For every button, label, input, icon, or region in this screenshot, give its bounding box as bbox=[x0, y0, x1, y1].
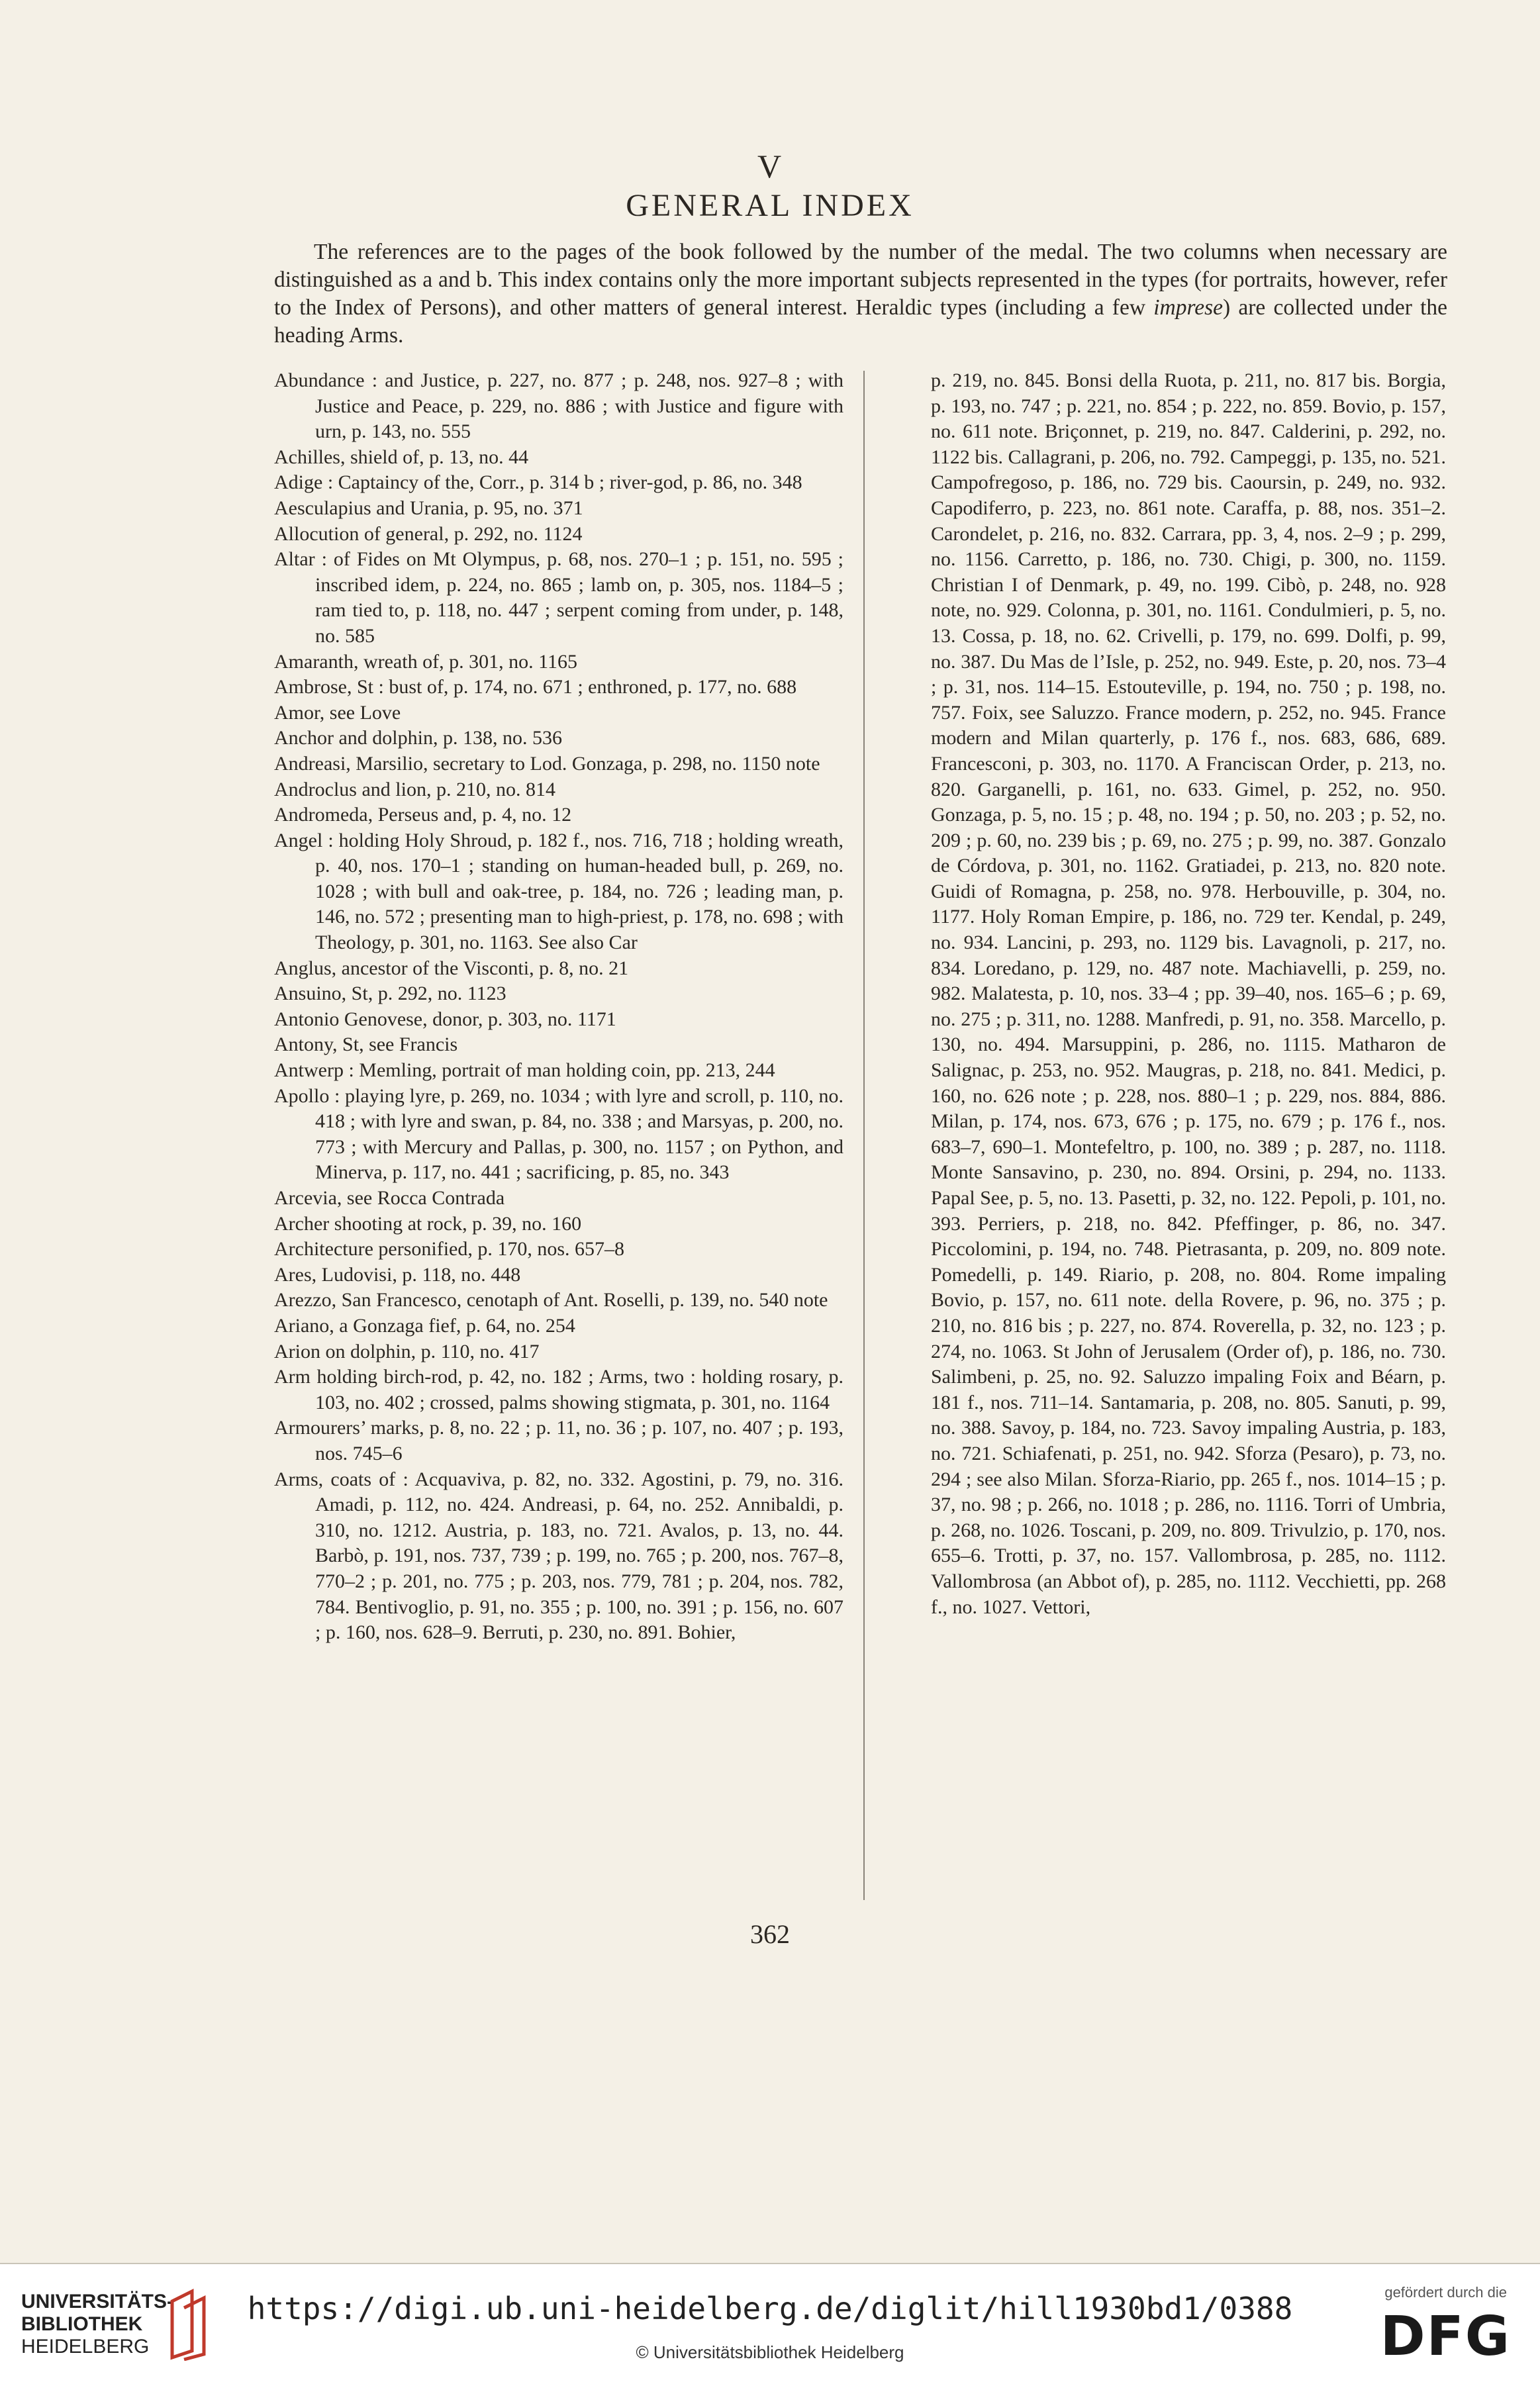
index-entry: Amaranth, wreath of, p. 301, no. 1165 bbox=[274, 650, 577, 673]
index-column-right bbox=[931, 368, 1446, 1620]
index-entry: Anglus, ancestor of the Visconti, p. 8, no. 21 bbox=[274, 957, 629, 979]
funded-by-label: gefördert durch die bbox=[1384, 2284, 1507, 2301]
index-entry: Amor, see Love bbox=[274, 701, 401, 724]
index-entry: Architecture personified, p. 170, nos. 657–8 bbox=[274, 1238, 625, 1261]
intro-text-2: ) are collected under the heading Arms. bbox=[274, 295, 1447, 348]
index-entry: Angel : holding Holy Shroud, p. 182 f., nos. 716, 718 ; holding wreath, p. 40, nos. 170–1 ; standing on human-headed bull, p. 269, no. 1028 ; with bull and oak-tree, p. 184, no. 726 ; leading man, p. 146, no. 572 ; presenting man to high-priest, p. 178, no. 698 ; with Theology, p. 301, no. 1163. See also Car bbox=[274, 829, 843, 954]
intro-paragraph bbox=[274, 238, 1447, 350]
index-entry: Achilles, shield of, p. 13, no. 44 bbox=[274, 446, 529, 468]
index-entry: Aesculapius and Urania, p. 95, no. 371 bbox=[274, 497, 583, 519]
column-divider bbox=[863, 371, 865, 1900]
index-entry: Apollo : playing lyre, p. 269, no. 1034 ; with lyre and scroll, p. 110, no. 418 ; with lyre and swan, p. 84, no. 338 ; and Marsyas, p. 200, no. 773 ; with Mercury and Pallas, p. 300, no. 1157 ; on Python, and Minerva, p. 117, no. 441 ; sacrificing, p. 85, no. 343 bbox=[274, 1084, 843, 1184]
library-name-line2: BIBLIOTHEK bbox=[21, 2313, 143, 2335]
index-entry: Altar : of Fides on Mt Olympus, p. 68, nos. 270–1 ; p. 151, no. 595 ; inscribed idem, p. 224, no. 865 ; lamb on, p. 305, nos. 1184–5 ; ram tied to, p. 118, no. 447 ; serpent coming from under, p. 148, no. 585 bbox=[274, 548, 843, 647]
index-entry: Adige : Captaincy of the, Corr., p. 314 b ; river-god, p. 86, no. 348 bbox=[274, 471, 802, 494]
index-continuation: p. 219, no. 845. Bonsi della Ruota, p. 211, no. 817 bis. Borgia, p. 193, no. 747 ; p. 221, no. 854 ; p. 222, no. 859. Bovio, p. 157, no. 611 note. Briçonnet, p. 219, no. 847. Calderini, p. 292, no. 1122 bis. Callagrani, p. 206, no. 792. Campeggi, p. 135, no. 521. Campofregoso, p. 186, no. 729 bis. Caoursin, p. 249, no. 932. Capodiferro, p. 223, no. 861 note. Caraffa, p. 88, nos. 351–2. Carondelet, p. 216, no. 832. Carrara, pp. 3, 4, nos. 2–9 ; p. 299, no. 1156. Carretto, p. 186, no. 730. Chigi, p. 300, no. 1159. Christian I of Denmark, p. 49, no. 199. Cibò, p. 248, no. 928 note, no. 929. Colonna, p. 301, no. 1161. Condulmieri, p. 5, no. 13. Cossa, p. 18, no. 62. Crivelli, p. 179, no. 699. Dolfi, p. 99, no. 387. Du Mas de l’Isle, p. 252, no. 949. Este, p. 20, nos. 73–4 ; p. 31, nos. 114–15. Estouteville, p. 194, no. 750 ; p. 198, no. 757. Foix, see Saluzzo. France modern, p. 252, no. 945. France modern and Milan quarterly, p. 176 f., nos. 683, 686, 689. Francesconi, p. 303, no. 1170. A Franciscan Order, p. 213, no. 820. Garganelli, p. 161, no. 633. Gimel, p. 252, no. 950. Gonzaga, p. 5, no. 15 ; p. 48, no. 194 ; p. 50, no. 203 ; p. 52, no. 209 ; p. 60, no. 239 bis ; p. 69, no. 275 ; p. 99, no. 387. Gonzalo de Córdova, p. 301, no. 1162. Gratiadei, p. 213, no. 820 note. Guidi of Romagna, p. 258, no. 978. Herbouville, p. 304, no. 1177. Holy Roman Empire, p. 186, no. 729 ter. Kendal, p. 249, no. 934. Lancini, p. 293, no. 1129 bis. Lavagnoli, p. 217, no. 834. Loredano, p. 129, no. 487 note. Machiavelli, p. 259, no. 982. Malatesta, p. 10, nos. 33–4 ; pp. 39–40, nos. 165–6 ; p. 69, no. 275 ; p. 311, no. 1288. Manfredi, p. 91, no. 358. Marcello, p. 130, no. 494. Marsuppini, p. 286, no. 1115. Matharon de Salignac, p. 253, no. 952. Maugras, p. 218, no. 841. Medici, p. 160, no. 626 note ; p. 228, nos. 880–1 ; p. 229, nos. 884, 886. Milan, p. 174, nos. 673, 676 ; p. 175, no. 679 ; p. 176 f., nos. 683–7, 690–1. Montefeltro, p. 100, no. 389 ; p. 287, no. 1118. Monte Sansavino, p. 230, no. 894. Orsini, p. 294, no. 1133. Papal See, p. 5, no. 13. Pasetti, p. 32, no. 122. Pepoli, p. 101, no. 393. Perriers, p. 218, no. 842. Pfeffinger, p. 86, no. 347. Piccolomini, p. 194, no. 748. Pietrasanta, p. 209, no. 809 note. Pomedelli, p. 149. Riario, p. 208, no. 804. Rome impaling Bovio, p. 157, no. 611 note. della Rovere, p. 96, no. 375 ; p. 210, no. 816 bis ; p. 227, no. 874. Roverella, p. 32, no. 123 ; p. 274, no. 1063. St John of Jerusalem (Order of), p. 186, no. 730. Salimbeni, p. 25, no. 92. Saluzzo impaling Foix and Béarn, p. 181 f., nos. 711–14. Santamaria, p. 208, no. 805. Sanuti, p. 99, no. 388. Savoy, p. 184, no. 723. Savoy impaling Austria, p. 183, no. 721. Schiafenati, p. 251, no. 942. Sforza (Pesaro), p. 73, no. 294 ; see also Milan. Sforza-Riario, pp. 265 f., nos. 1014–15 ; p. 37, no. 98 ; p. 266, no. 1018 ; p. 286, no. 1116. Torri of Umbria, p. 268, no. 1026. Toscani, p. 209, no. 809. Trivulzio, p. 170, nos. 655–6. Trotti, p. 37, no. 157. Vallombrosa, p. 285, no. 1112. Vallombrosa (an Abbot of), p. 285, no. 1112. Vecchietti, pp. 268 f., no. 1027. Vettori, bbox=[931, 369, 1446, 1618]
section-title: GENERAL INDEX bbox=[626, 188, 914, 223]
index-entry: Armourers’ marks, p. 8, no. 22 ; p. 11, no. 36 ; p. 107, no. 407 ; p. 193, nos. 745–6 bbox=[274, 1417, 843, 1464]
index-entry: Ambrose, St : bust of, p. 174, no. 671 ; enthroned, p. 177, no. 688 bbox=[274, 676, 797, 698]
index-entry: Andreasi, Marsilio, secretary to Lod. Gonzaga, p. 298, no. 1150 note bbox=[274, 752, 820, 775]
index-entry: Arms, coats of : Acquaviva, p. 82, no. 332. Agostini, p. 79, no. 316. Amadi, p. 112, no. 424. Andreasi, p. 64, no. 252. Annibaldi, p. 310, no. 1212. Austria, p. 183, no. 721. Avalos, p. 13, no. 44. Barbò, p. 191, nos. 737, 739 ; p. 199, no. 765 ; p. 200, nos. 767–8, 770–2 ; p. 201, no. 775 ; p. 203, nos. 779, 781 ; p. 204, nos. 782, 784. Bentivoglio, p. 91, no. 355 ; p. 100, no. 391 ; p. 156, no. 607 ; p. 160, nos. 628–9. Berruti, p. 230, no. 891. Bohier, bbox=[274, 1468, 843, 1644]
permalink-url[interactable]: https://digi.ub.uni-heidelberg.de/diglit/hill1930bd1/0388 bbox=[247, 2291, 1293, 2326]
index-entry: Ares, Ludovisi, p. 118, no. 448 bbox=[274, 1263, 521, 1286]
page-number: 362 bbox=[750, 1919, 790, 1949]
index-entry: Arezzo, San Francesco, cenotaph of Ant. Roselli, p. 139, no. 540 note bbox=[274, 1289, 828, 1311]
index-entry: Arm holding birch-rod, p. 42, no. 182 ; Arms, two : holding rosary, p. 103, no. 402 ; crossed, palms showing stigmata, p. 301, no. 1164 bbox=[274, 1366, 843, 1413]
footer-bar bbox=[0, 2263, 1540, 2384]
index-entry: Allocution of general, p. 292, no. 1124 bbox=[274, 522, 583, 545]
section-number: V bbox=[757, 148, 783, 185]
index-entry: Antony, St, see Francis bbox=[274, 1033, 458, 1056]
index-entry: Anchor and dolphin, p. 138, no. 536 bbox=[274, 727, 562, 749]
index-entry: Ariano, a Gonzaga fief, p. 64, no. 254 bbox=[274, 1314, 575, 1337]
index-entry: Antwerp : Memling, portrait of man holding coin, pp. 213, 244 bbox=[274, 1059, 775, 1082]
index-entry: Arcevia, see Rocca Contrada bbox=[274, 1187, 505, 1209]
intro-text-1: The references are to the pages of the book followed by the number of the medal. The two columns when necessary are distinguished as a and b. This index contains only the more important subjects represented in the types (for portraits, however, refer to the Index of Persons), and other matters of general interest. Heraldic types (including a few bbox=[274, 240, 1447, 320]
intro-italic: imprese bbox=[1153, 295, 1224, 320]
index-entry: Andromeda, Perseus and, p. 4, no. 12 bbox=[274, 804, 572, 826]
index-column-left bbox=[274, 368, 843, 1646]
index-entry: Androclus and lion, p. 210, no. 814 bbox=[274, 778, 555, 800]
library-name-line3: HEIDELBERG bbox=[21, 2336, 150, 2358]
index-entry: Archer shooting at rock, p. 39, no. 160 bbox=[274, 1212, 582, 1235]
index-entry: Ansuino, St, p. 292, no. 1123 bbox=[274, 982, 506, 1005]
copyright-notice: © Universitätsbibliothek Heidelberg bbox=[636, 2342, 904, 2362]
index-entry: Antonio Genovese, donor, p. 303, no. 1171 bbox=[274, 1008, 616, 1030]
index-entry: Arion on dolphin, p. 110, no. 417 bbox=[274, 1340, 540, 1362]
dfg-logo[interactable]: DFG bbox=[1380, 2305, 1511, 2368]
library-name-line1: UNIVERSITÄTS- bbox=[21, 2291, 174, 2312]
index-entry: Abundance : and Justice, p. 227, no. 877 ; p. 248, nos. 927–8 ; with Justice and Peace, p. 229, no. 886 ; with Justice and figure with urn, p. 143, no. 555 bbox=[274, 369, 843, 443]
